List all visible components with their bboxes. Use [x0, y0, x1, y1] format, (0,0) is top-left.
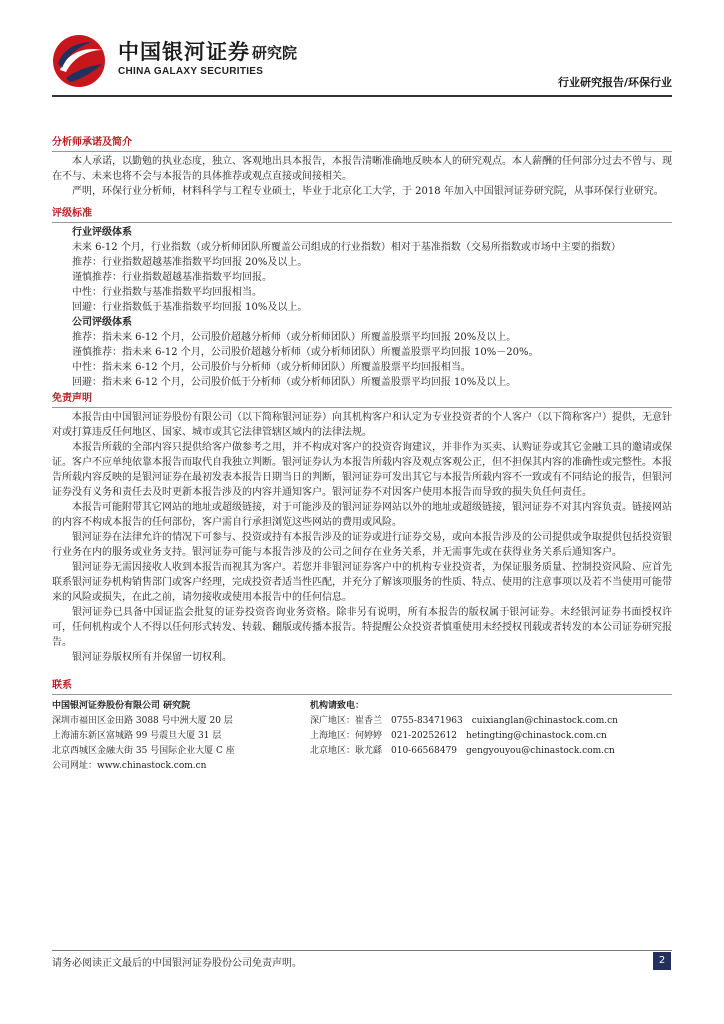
analyst-bio: 严明，环保行业分析师，材料科学与工程专业硕士，毕业于北京化工大学，于 2018 年加入中国银河证券研究院，从事环保行业研究。 [72, 186, 664, 197]
sales-contact-line[interactable]: 深广地区：崔香兰 0755-83471963 cuixianglan@chinastock.com.cn [310, 716, 618, 726]
company-name: 中国银河证券股份有限公司 研究院 [52, 701, 191, 711]
disclaimer-section-title: 免责声明 [52, 392, 672, 408]
footer-notice: 请务必阅读正文最后的中国银河证券股份公司免责声明。 [52, 958, 302, 969]
company-rating-item: 推荐：指未来 6-12 个月，公司股价超越分析师（或分析师团队）所覆盖股票平均回报 20%及以上。 [72, 332, 517, 343]
industry-rating-item: 回避：行业指数低于基准指数平均回报 10%及以上。 [72, 302, 308, 313]
company-address: 深圳市福田区金田路 3088 号中洲大厦 20 层 [52, 716, 233, 726]
industry-rating-item: 推荐：行业指数超越基准指数平均回报 20%及以上。 [72, 257, 308, 268]
sales-title: 机构请致电： [310, 701, 365, 711]
rating-section-title: 评级标准 [52, 207, 672, 223]
company-contact [52, 699, 310, 774]
logo-english-name: CHINA GALAXY SECURITIES [118, 66, 264, 77]
disclaimer-paragraph: 本报告所载的全部内容只提供给客户做参考之用，并不构成对客户的投资咨询建议，并非作为买卖、认购证券或其它金融工具的邀请或保证。客户不应单纯依靠本报告而取代自我独立判断。银河证券认为本报告所载内容及观点客观公正，但不担保其内容的准确性或完整性。本报告所载内容反映的是银河证券在最初发表本报告日期当日的判断，银河证券可发出其它与本报告所载内容不一致或有不同结论的报告，但银河证券没有义务和责任去及时更新本报告涉及的内容并通知客户。银河证券不对因客户使用本报告而导致的损失负任何责任。 [52, 442, 672, 498]
footer-divider [52, 950, 672, 951]
company-address: 上海浦东新区富城路 99 号震旦大厦 31 层 [52, 731, 222, 741]
sales-contact-line[interactable]: 北京地区：耿尤繇 010-66568479 gengyouyou@chinastock.com.cn [310, 746, 615, 756]
company-rating-item: 中性：指未来 6-12 个月，公司股价与分析师（或分析师团队）所覆盖股票平均回报相当。 [72, 362, 471, 373]
disclaimer-paragraph: 银河证券已具备中国证监会批复的证券投资咨询业务资格。除非另有说明，所有本报告的版权属于银河证券。未经银河证券书面授权许可，任何机构或个人不得以任何形式转发、转载、翻版或传播本报告。特提醒公众投资者慎重使用未经授权刊载或者转发的本公司证券研究报告。 [52, 607, 672, 648]
header-divider [52, 95, 672, 97]
sales-contact [310, 699, 672, 774]
industry-rating-title: 行业评级体系 [72, 227, 132, 238]
company-website[interactable]: 公司网址：www.chinastock.com.cn [52, 761, 207, 771]
industry-rating-intro: 未来 6-12 个月，行业指数（或分析师团队所覆盖公司组成的行业指数）相对于基准指数（交易所指数或市场中主要的指数） [72, 242, 621, 253]
page-header [52, 30, 672, 94]
analyst-section-title: 分析师承诺及简介 [52, 136, 672, 152]
contact-block [52, 699, 672, 774]
disclaimer-paragraph: 本报告由中国银河证券股份有限公司（以下简称银河证券）向其机构客户和认定为专业投资者的个人客户（以下简称客户）提供，无意针对或打算违反任何地区、国家、城市或其它法律管辖区域内的法律法规。 [52, 412, 672, 438]
industry-rating-item: 谨慎推荐：行业指数超越基准指数平均回报。 [72, 272, 272, 283]
sales-contact-line[interactable]: 上海地区：何婷婷 021-20252612 hetingting@chinastock.com.cn [310, 731, 607, 741]
disclaimer-paragraph: 银河证券版权所有并保留一切权利。 [72, 652, 232, 663]
industry-rating-item: 中性：行业指数与基准指数平均回报相当。 [72, 287, 262, 298]
disclaimer-paragraph: 本报告可能附带其它网站的地址或超级链接，对于可能涉及的银河证券网站以外的地址或超级链接，银河证券不对其内容负责。链接网站的内容不构成本报告的任何部份，客户需自行承担浏览这些网站的费用或风险。 [52, 502, 672, 528]
company-address: 北京西城区金融大街 35 号国际企业大厦 C 座 [52, 746, 235, 756]
logo-chinese-name: 中国银河证券 [118, 40, 250, 64]
company-rating-item: 回避：指未来 6-12 个月，公司股价低于分析师（或分析师团队）所覆盖股票平均回报 10%及以上。 [72, 377, 517, 388]
company-rating-item: 谨慎推荐：指未来 6-12 个月，公司股价超越分析师（或分析师团队）所覆盖股票平均回报 10%－20%。 [72, 347, 539, 358]
analyst-commitment: 本人承诺，以勤勉的执业态度，独立、客观地出具本报告，本报告清晰准确地反映本人的研究观点。本人薪酬的任何部分过去不曾与、现在不与、未来也将不会与本报告的具体推荐或观点直接或间接相关。 [52, 156, 672, 182]
galaxy-logo-icon [52, 34, 106, 88]
disclaimer-paragraph: 银河证券在法律允许的情况下可参与、投资或持有本报告涉及的证券或进行证券交易，或向本报告涉及的公司提供或争取提供包括投资银行业务在内的服务或业务支持。银河证券可能与本报告涉及的公司之间存在业务关系，并无需事先或在获得业务关系后通知客户。 [52, 532, 672, 558]
disclaimer-paragraph: 银河证券无需因接收人收到本报告而视其为客户。若您并非银河证券客户中的机构专业投资者，为保证服务质量、控制投资风险、应首先联系银河证券机构销售部门或客户经理，完成投资者适当性匹配，并充分了解该项服务的性质、特点、使用的注意事项以及若不当使用可能带来的风险或损失，在此之前，请勿接收或使用本报告中的任何信息。 [52, 562, 672, 603]
report-category: 行业研究报告/环保行业 [557, 76, 672, 89]
contact-section-title: 联系 [52, 679, 672, 695]
company-rating-title: 公司评级体系 [72, 317, 132, 328]
page-content [52, 136, 672, 774]
page-number: 2 [653, 952, 671, 970]
institute-label: 研究院 [252, 44, 298, 62]
